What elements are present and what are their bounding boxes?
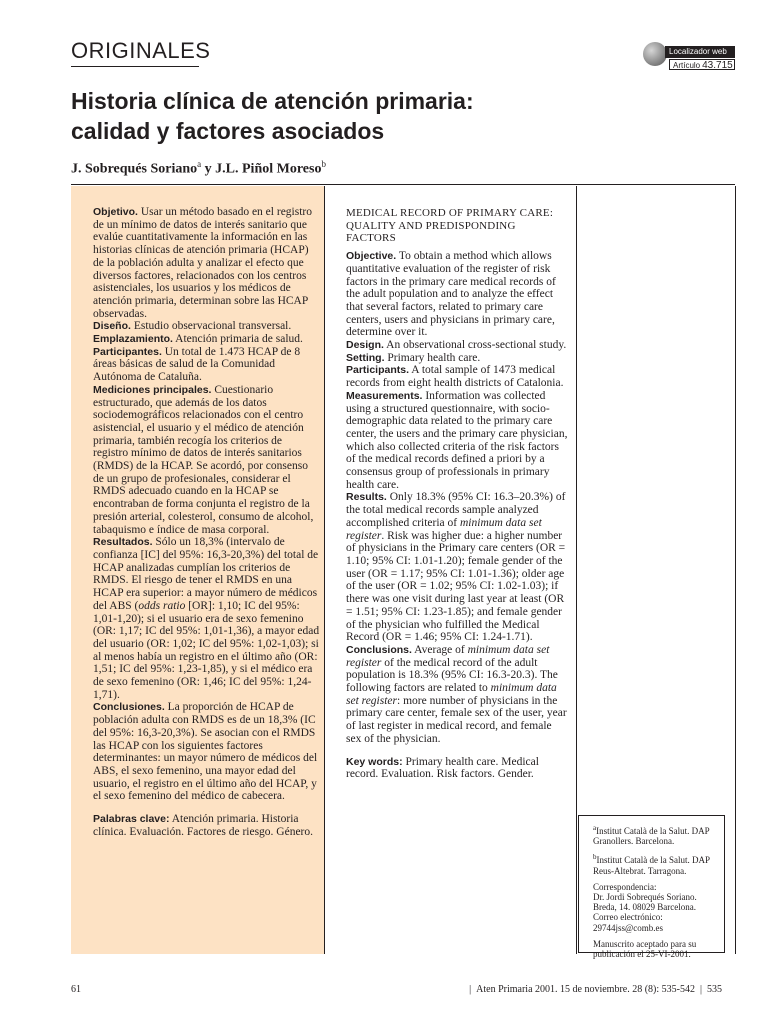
en-objective — [346, 250, 568, 339]
authors-conjunction: y — [201, 161, 216, 177]
author-2: J.L. Piñol Moreso — [215, 161, 322, 177]
en-setting-heading: Setting. — [346, 351, 385, 364]
en-participants-heading: Participants. — [346, 364, 410, 377]
es-palabras-clave — [93, 813, 320, 838]
en-title: MEDICAL RECORD OF PRIMARY CARE: QUALITY AND PREDISPONDING FACTORS — [346, 207, 554, 245]
article-number: 43.715 — [702, 60, 733, 71]
author-1: J. Sobrequés Soriano — [71, 161, 198, 177]
en-measurements-text: Information was collected using a structured questionnaire, with socio-demographic data related to the primary care center, the users and the primary care physician, which also collected criteria of the risk factors of the medical records defined a priori by a consensus group of professionals in primary health care. — [346, 389, 568, 491]
correspondence-email[interactable]: 29744jss@comb.es — [593, 922, 664, 933]
es-objetivo-text: Usar un método basado en el registro de un mínimo de datos de interés sanitario que evalúe cuantitativamente la información en las historias clínicas de atención primaria (HCAP) de la población adulta y analizar el efecto que diversos factores, relacionados con los centros asistenciales, los usuarios y los médicos de atención primaria, determinan sobre las HCAP observadas. — [93, 206, 312, 320]
author-2-affiliation: b — [321, 159, 326, 169]
affiliation-a-mark: a — [593, 824, 597, 832]
en-key-words-text: Primary health care. Medical record. Evaluation. Risk factors. Gender. — [346, 755, 539, 781]
es-resultados-heading: Resultados. — [93, 536, 153, 549]
es-emplazamiento-heading: Emplazamiento. — [93, 333, 173, 346]
en-conclusions-italic-1: minimum data set register — [346, 643, 550, 669]
article-label: Artículo — [673, 61, 701, 70]
title-line-1: Historia clínica de atención primaria: — [71, 88, 474, 114]
es-objetivo-heading: Objetivo. — [93, 206, 138, 218]
en-design-text: An observational cross-sectional study. — [383, 339, 567, 352]
en-setting-text: Primary health care. — [384, 351, 481, 364]
correspondence — [593, 882, 720, 933]
page-number-right: 535 — [707, 984, 722, 995]
spanish-abstract — [71, 186, 325, 954]
es-conclusiones-text: La proporción de HCAP de población adulta con RMDS es de un 18,3% (IC del 95%: 16,3-20,3%). Se asocian con el RMDS las HCAP con los siguientes factores determinantes: un mayor número de médicos del ABS, el sexo femenino, una mayor edad del usuario, el registro en el último año del HCAP, y el sexo femenino del médico de cabecera. — [93, 701, 318, 803]
es-conclusiones — [93, 701, 320, 803]
correspondence-label: Correspondencia: — [593, 881, 657, 892]
en-results-italic-1: minimum data set register — [346, 516, 542, 542]
article-number-box — [669, 59, 735, 70]
es-resultados-odds: odds ratio — [138, 599, 186, 612]
en-measurements — [346, 390, 568, 492]
en-measurements-heading: Measurements. — [346, 389, 423, 402]
en-conclusions-heading: Conclusions. — [346, 643, 412, 656]
es-palabras-clave-heading: Palabras clave: — [93, 813, 170, 826]
affiliation-b-mark: b — [593, 853, 597, 862]
en-conclusions-text-3: : more number of physicians in the primary care center, female sex of the user, year of last register in medical record, and female sex of the physician. — [346, 694, 567, 745]
en-conclusions-italic-2: minimum data set register — [346, 682, 557, 707]
es-resultados — [93, 536, 320, 701]
en-conclusions-text-1: Average of — [411, 643, 468, 656]
es-resultados-text-1: Sólo un 18,3% (intervalo de confianza [IC] del 95%: 16,3-20,3%) del total de HCAP analizadas cumplían los criterios de RMDS. El riesgo de tener el RMDS en una HCAP era superior: a mayor número de médicos del ABS ( — [93, 536, 319, 612]
es-mediciones-heading: Mediciones principales. — [93, 383, 212, 396]
en-design-heading: Design. — [346, 339, 384, 352]
affiliations-box — [578, 815, 725, 960]
en-conclusions-text-2: of the medical record of the adult population is 18.3% (95% CI: 16.3-20.3). The following factors are related to — [346, 656, 558, 695]
footer-separator: | — [699, 984, 702, 995]
column-divider — [576, 186, 577, 954]
locator-label: Localizador web — [665, 46, 735, 58]
title-line-2: calidad y factores asociados — [71, 118, 385, 144]
english-abstract — [346, 207, 568, 781]
en-participants-text: A total sample of 1473 medical records from eight health districts of Catalonia. — [346, 364, 564, 390]
running-footer — [464, 984, 722, 995]
en-results-text-2: . Risk was higher due: a higher number of physicians in the Primary care centers (OR = 1.10; 95% CI: 1.01-1.20); female gender of the user (OR = 1.17; 95% CI: 1.01-1.36); older age of the user (OR = 1.02; 95% CI: 1.02-1.03); if there was one visit during last year at least (OR = 1.51; 95% CI: 1.23-1.85); and female gender of the physician who fulfilled the Medical Record (OR = 1.46; 95% CI: 1.24-1.71). — [346, 529, 566, 644]
correspondence-name: Dr. Jordi Sobrequés Soriano. — [593, 892, 697, 903]
en-key-words-heading: Key words: — [346, 755, 403, 768]
en-results-heading: Results. — [346, 491, 387, 504]
authors-rule — [71, 184, 735, 185]
en-setting — [346, 352, 568, 365]
section-rule — [71, 66, 199, 67]
article-title — [71, 86, 631, 146]
author-1-affiliation: a — [197, 159, 202, 169]
globe-icon — [643, 42, 667, 66]
es-diseno — [93, 320, 320, 333]
es-diseno-heading: Diseño. — [93, 320, 131, 333]
es-palabras-clave-text: Atención primaria. Historia clínica. Evaluación. Factores de riesgo. Género. — [93, 813, 314, 838]
web-locator-badge[interactable] — [643, 42, 737, 74]
footer-separator: | — [469, 984, 472, 995]
en-participants — [346, 364, 568, 389]
affiliation-a-text: Institut Català de la Salut. DAP Granollers. Barcelona. — [593, 826, 710, 847]
authors — [71, 159, 326, 178]
es-conclusiones-heading: Conclusiones. — [93, 701, 165, 714]
correspondence-address: Breda, 14. 08029 Barcelona. — [593, 902, 696, 913]
es-mediciones — [93, 384, 320, 536]
affiliation-b — [593, 852, 720, 875]
es-objetivo — [93, 206, 320, 320]
es-resultados-text-2: [OR]: 1,10; IC del 95%: 1,01-1,20); si el usuario era de sexo femenino (OR: 1,17; IC del 95%: 1,01-1,36), a mayor edad del usuario (OR: 1,02; IC del 95%: 1,02-1,03); si al menos había un registro en el último año (OR: 1,51; IC del 95%: 1,23-1,85), y si el médico era de sexo femenino (OR: 1,46; IC del 95%: 1,24-1,71). — [93, 599, 320, 701]
en-design — [346, 339, 568, 352]
en-objective-heading: Objective. — [346, 250, 397, 263]
es-mediciones-text: Cuestionario estructurado, que además de los datos sociodemográficos relacionados con el centro asistencial, el usuario y el médico de atención primaria, también recogía los criterios de registro mínimo de datos de interés sanitarios (RMDS) de la HCAP. Se acordó, por consenso de un grupo de profesionales, considerar el RMDS adecuado cuando en la HCAP se encontraban de forma conjunta el registro de la presión arterial, colesterol, consumo de alcohol, tabaquismo e índice de masa corporal. — [93, 383, 314, 536]
es-participantes-text: Un total de 1.473 HCAP de 8 áreas básicas de salud de la Comunidad Autónoma de Cataluña. — [93, 345, 301, 384]
acceptance-note: Manuscrito aceptado para su publicación el 25-VI-2001. — [593, 938, 697, 960]
es-diseno-text: Estudio observacional transversal. — [130, 320, 292, 333]
section-label: ORIGINALES — [71, 38, 211, 63]
es-participantes — [93, 346, 320, 384]
en-key-words — [346, 756, 568, 781]
es-emplazamiento — [93, 333, 320, 346]
en-objective-text: To obtain a method which allows quantitative evaluation of the register of risk factors in the primary care medical records of the adult population and to analyze the effect that several factors, related to primary care centers, users and physicians in primary care, determine over it. — [346, 250, 556, 339]
correspondence-email-label: Correo electrónico: — [593, 912, 663, 923]
en-results-text-1: Only 18.3% (95% CI: 16.3–20.3%) of the total medical records sample analyzed accomplished criteria of — [346, 491, 566, 529]
affiliation-a — [593, 823, 720, 846]
right-margin-rule — [735, 186, 736, 954]
page-number-left: 61 — [71, 984, 81, 995]
journal-citation: Aten Primaria 2001. 15 de noviembre. 28 (8): 535-542 — [476, 984, 695, 995]
affiliation-b-text: Institut Català de la Salut. DAP Reus-Altebrat. Tarragona. — [593, 855, 710, 876]
es-participantes-heading: Participantes. — [93, 345, 162, 358]
en-conclusions — [346, 644, 568, 746]
es-emplazamiento-text: Atención primaria de salud. — [172, 333, 303, 346]
en-results — [346, 491, 568, 643]
